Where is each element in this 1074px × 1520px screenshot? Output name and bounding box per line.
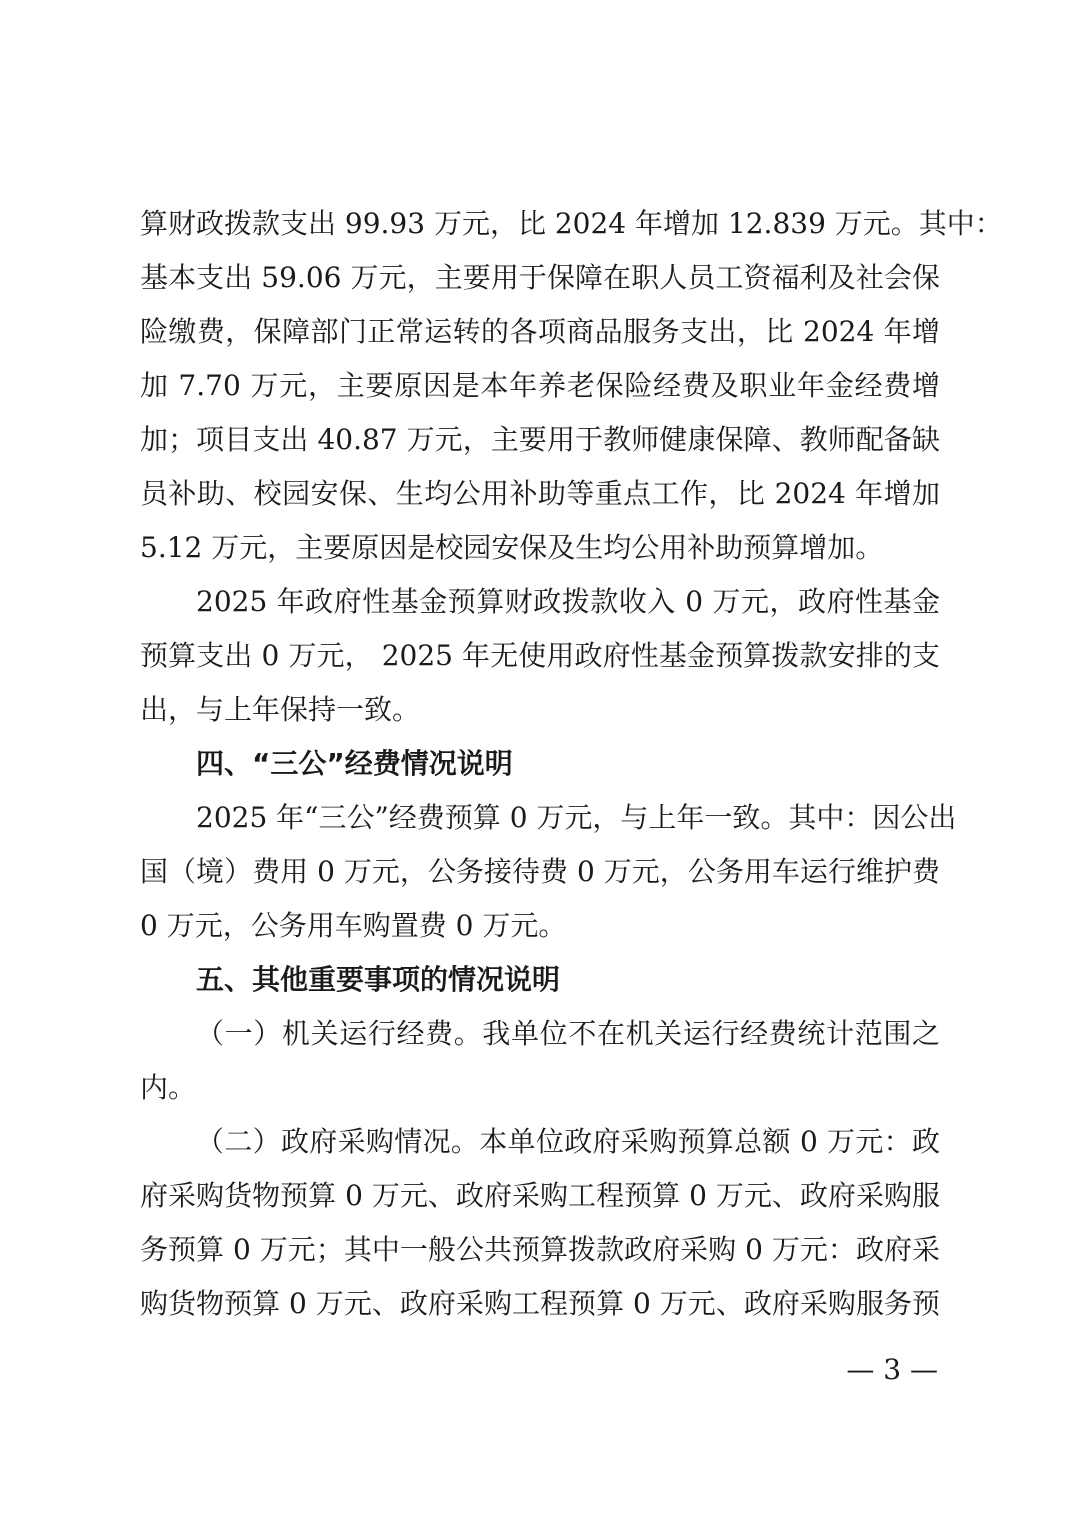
paragraph-line: 2025 年政府性基金预算财政拨款收入 0 万元，政府性基金 xyxy=(196,585,940,618)
paragraph-line: 加 7.70 万元，主要原因是本年养老保险经费及职业年金经费增 xyxy=(140,369,940,402)
section-heading: 四、“三公”经费情况说明 xyxy=(196,747,513,780)
paragraph-line: 国（境）费用 0 万元，公务接待费 0 万元，公务用车运行维护费 xyxy=(140,855,940,888)
paragraph-line: （一）机关运行经费。我单位不在机关运行经费统计范围之 xyxy=(196,1017,940,1050)
paragraph-line: 算财政拨款支出 99.93 万元，比 2024 年增加 12.839 万元。其中： xyxy=(140,207,1003,240)
paragraph-line: 务预算 0 万元；其中一般公共预算拨款政府采购 0 万元：政府采 xyxy=(140,1233,940,1266)
paragraph-line: 基本支出 59.06 万元，主要用于保障在职人员工资福利及社会保 xyxy=(140,261,940,294)
paragraph-line: 内。 xyxy=(140,1071,197,1104)
paragraph-line: 加；项目支出 40.87 万元，主要用于教师健康保障、教师配备缺 xyxy=(140,423,940,456)
paragraph-line: （二）政府采购情况。本单位政府采购预算总额 0 万元：政 xyxy=(196,1125,940,1158)
paragraph-line: 2025 年“三公”经费预算 0 万元，与上年一致。其中：因公出 xyxy=(196,801,957,834)
paragraph-line: 险缴费，保障部门正常运转的各项商品服务支出，比 2024 年增 xyxy=(140,315,940,348)
paragraph-line: 购货物预算 0 万元、政府采购工程预算 0 万元、政府采购服务预 xyxy=(140,1287,940,1320)
section-heading: 五、其他重要事项的情况说明 xyxy=(196,963,561,996)
paragraph-line: 0 万元，公务用车购置费 0 万元。 xyxy=(140,909,567,942)
paragraph-line: 出，与上年保持一致。 xyxy=(140,693,421,726)
paragraph-line: 员补助、校园安保、生均公用补助等重点工作，比 2024 年增加 xyxy=(140,477,940,510)
paragraph-line: 预算支出 0 万元， 2025 年无使用政府性基金预算拨款安排的支 xyxy=(140,639,940,672)
paragraph-line: 府采购货物预算 0 万元、政府采购工程预算 0 万元、政府采购服 xyxy=(140,1179,940,1212)
paragraph-line: 5.12 万元，主要原因是校园安保及生均公用补助预算增加。 xyxy=(140,531,884,564)
page-number: — 3 — xyxy=(846,1353,938,1386)
